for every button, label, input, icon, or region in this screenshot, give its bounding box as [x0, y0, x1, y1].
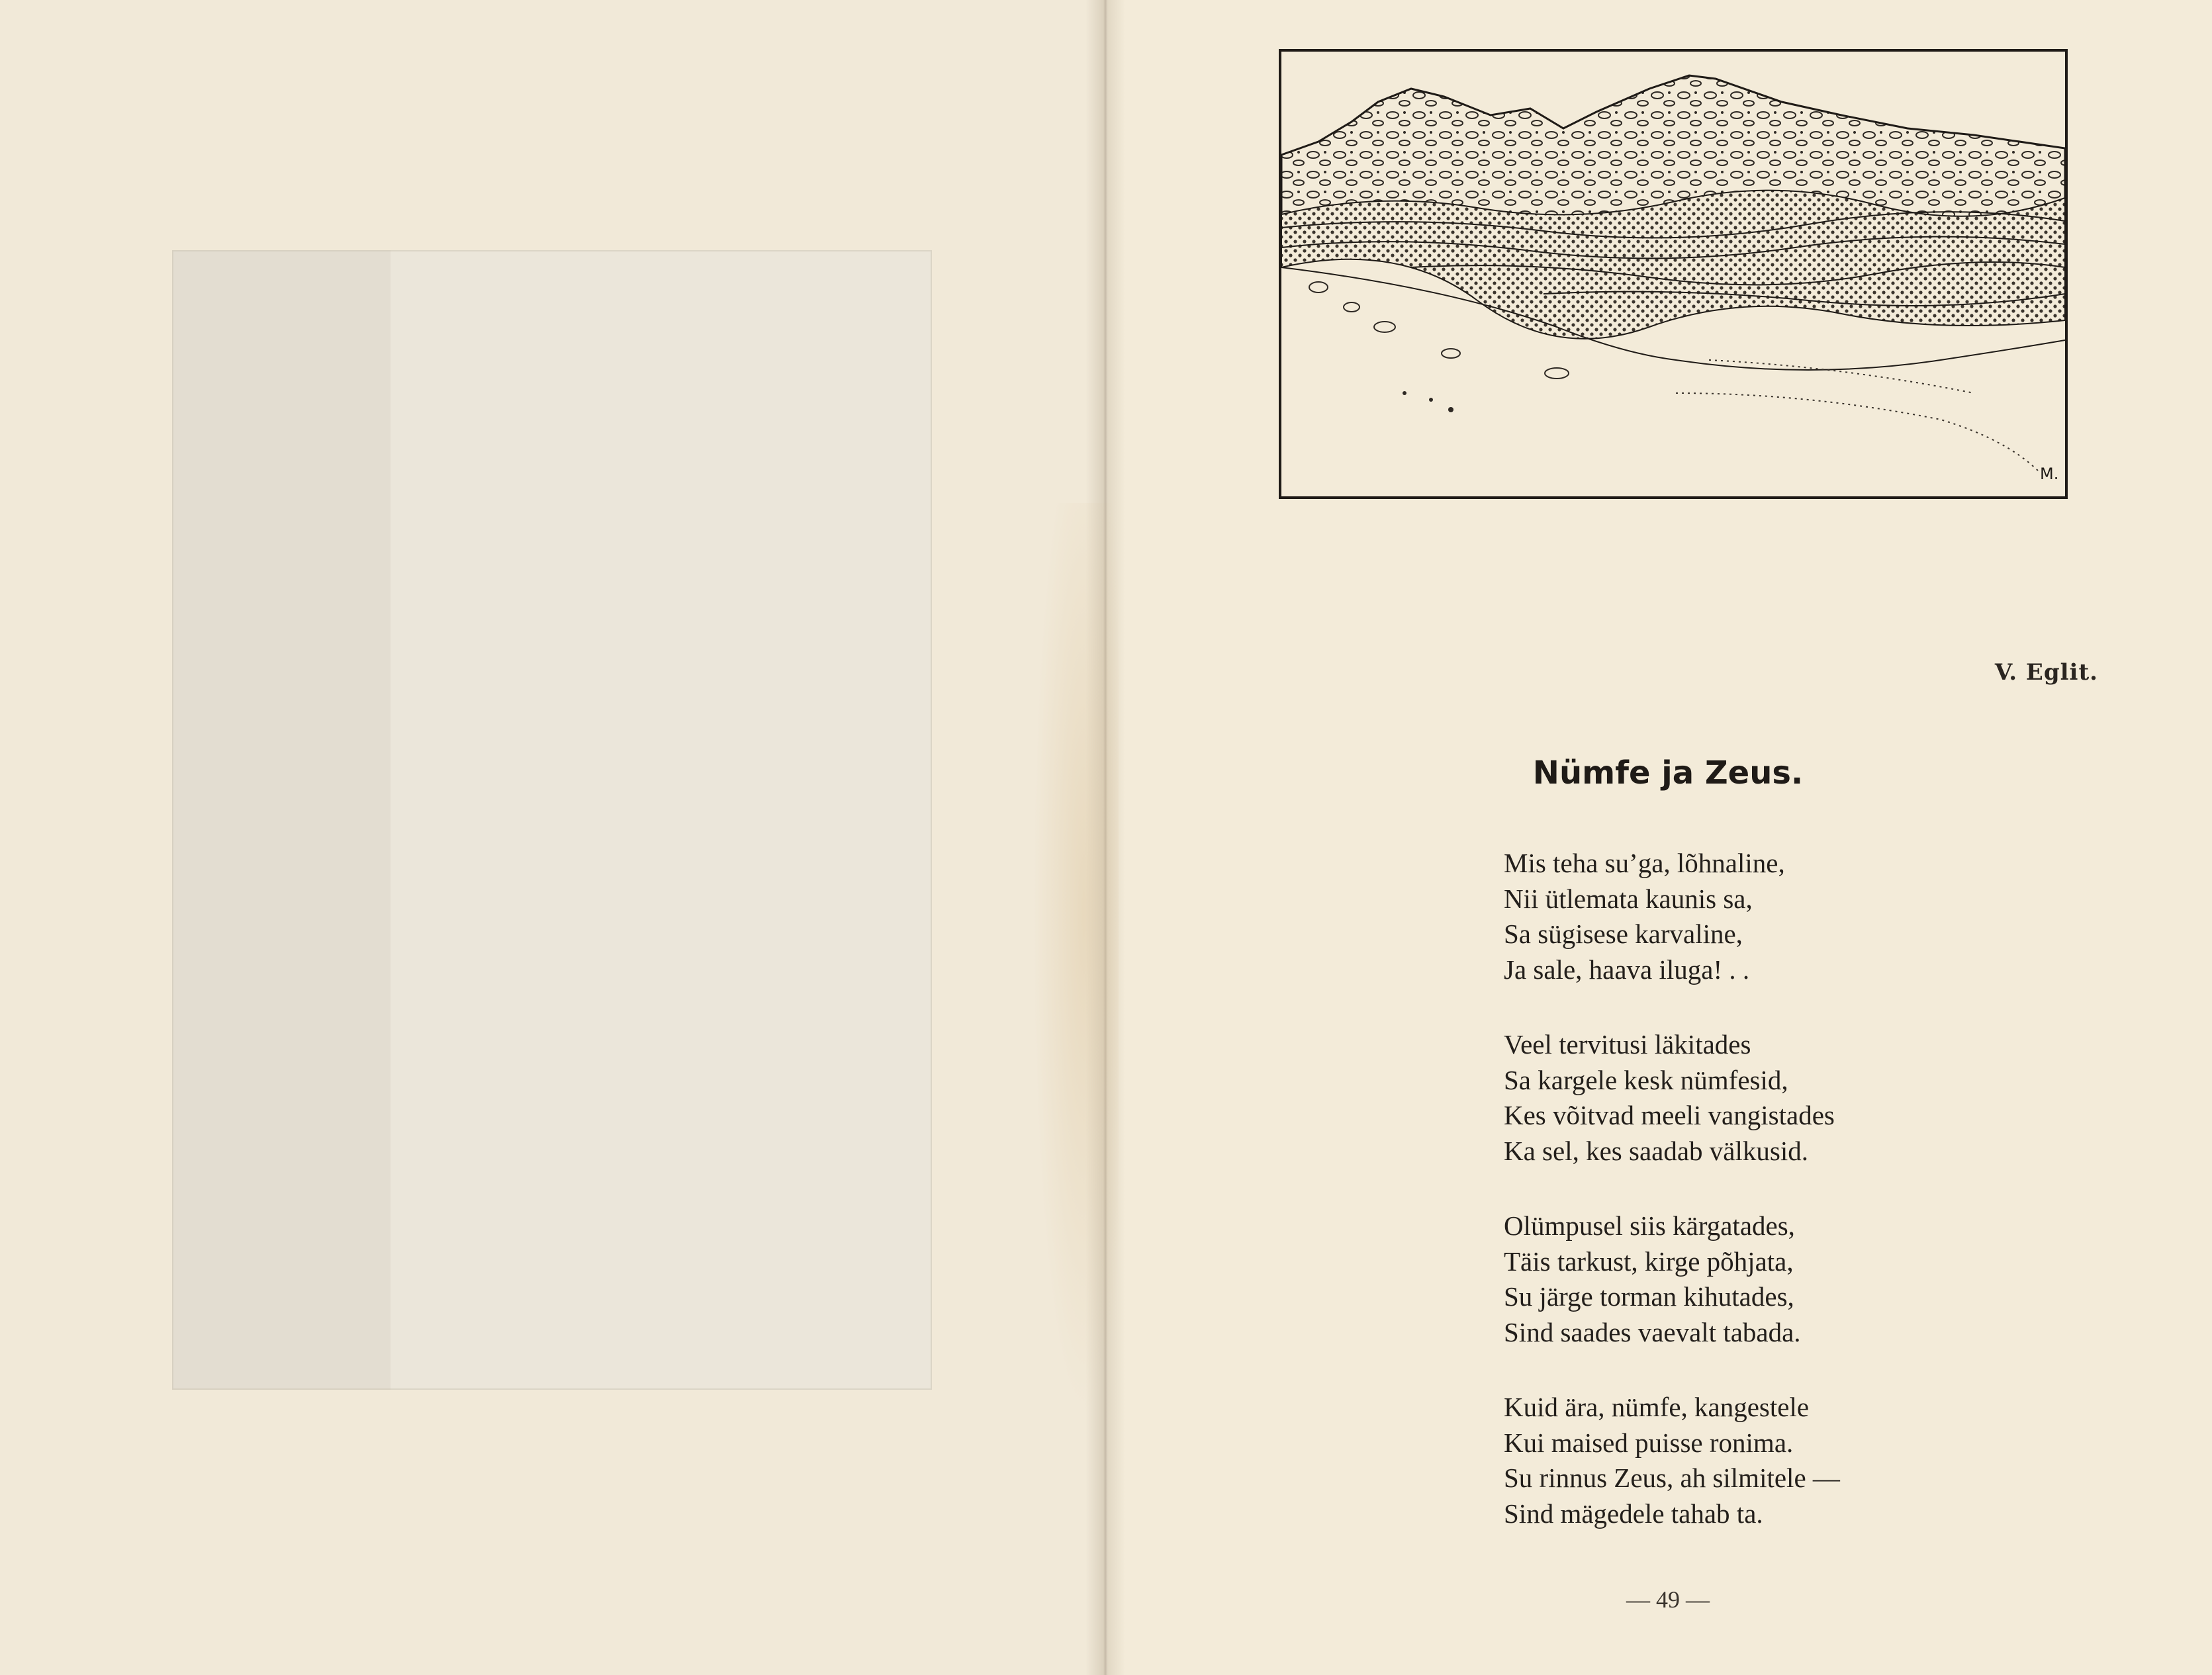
author-name: V. Eglit. — [1994, 659, 2098, 686]
stanza — [1504, 1208, 1967, 1350]
svg-text:M.: M. — [2040, 465, 2059, 483]
stanza — [1504, 1027, 1967, 1169]
plate-shade — [172, 250, 391, 1390]
poem-line: Sind mägedele tahab ta. — [1504, 1498, 1763, 1529]
page-number: — 49 — — [1626, 1586, 1710, 1613]
stanza — [1504, 846, 1967, 987]
poem-line: Täis tarkust, kirge põhjata, — [1504, 1245, 1794, 1277]
poem-body — [1504, 846, 1967, 1571]
poem-title: Nümfe ja Zeus. — [1532, 754, 1804, 792]
blank-plate-area — [172, 250, 932, 1390]
poem-line: Veel tervitusi läkitades — [1504, 1029, 1751, 1060]
poem-line: Su järge torman kihutades, — [1504, 1281, 1794, 1312]
poem-line: Sa kargele kesk nümfesid, — [1504, 1064, 1788, 1095]
poem-line: Kes võitvad meeli vangistades — [1504, 1100, 1835, 1130]
poem-line: Kuid ära, nümfe, kangestele — [1504, 1392, 1810, 1422]
poem-line: Nii ütlemata kaunis sa, — [1504, 883, 1753, 914]
poem-line: Su rinnus Zeus, ah silmitele — — [1504, 1463, 1840, 1493]
poem-line: Sa sügisese karvaline, — [1504, 919, 1743, 949]
poem-line: Sind saades vaevalt tabada. — [1504, 1316, 1801, 1347]
stanza — [1504, 1390, 1967, 1531]
poem-line: Mis teha su’ga, lõhnaline, — [1504, 848, 1785, 878]
mountain-illustration — [1279, 49, 2068, 499]
paper-stain — [1033, 503, 1119, 1416]
poem-line: Kui maised puisse ronima. — [1504, 1427, 1794, 1458]
left-page — [0, 0, 1104, 1675]
poem-line: Olümpusel siis kärgatades, — [1504, 1210, 1795, 1241]
poem-line: Ja sale, haava iluga! . . — [1504, 954, 1750, 985]
poem-line: Ka sel, kes saadab välkusid. — [1504, 1135, 1808, 1166]
